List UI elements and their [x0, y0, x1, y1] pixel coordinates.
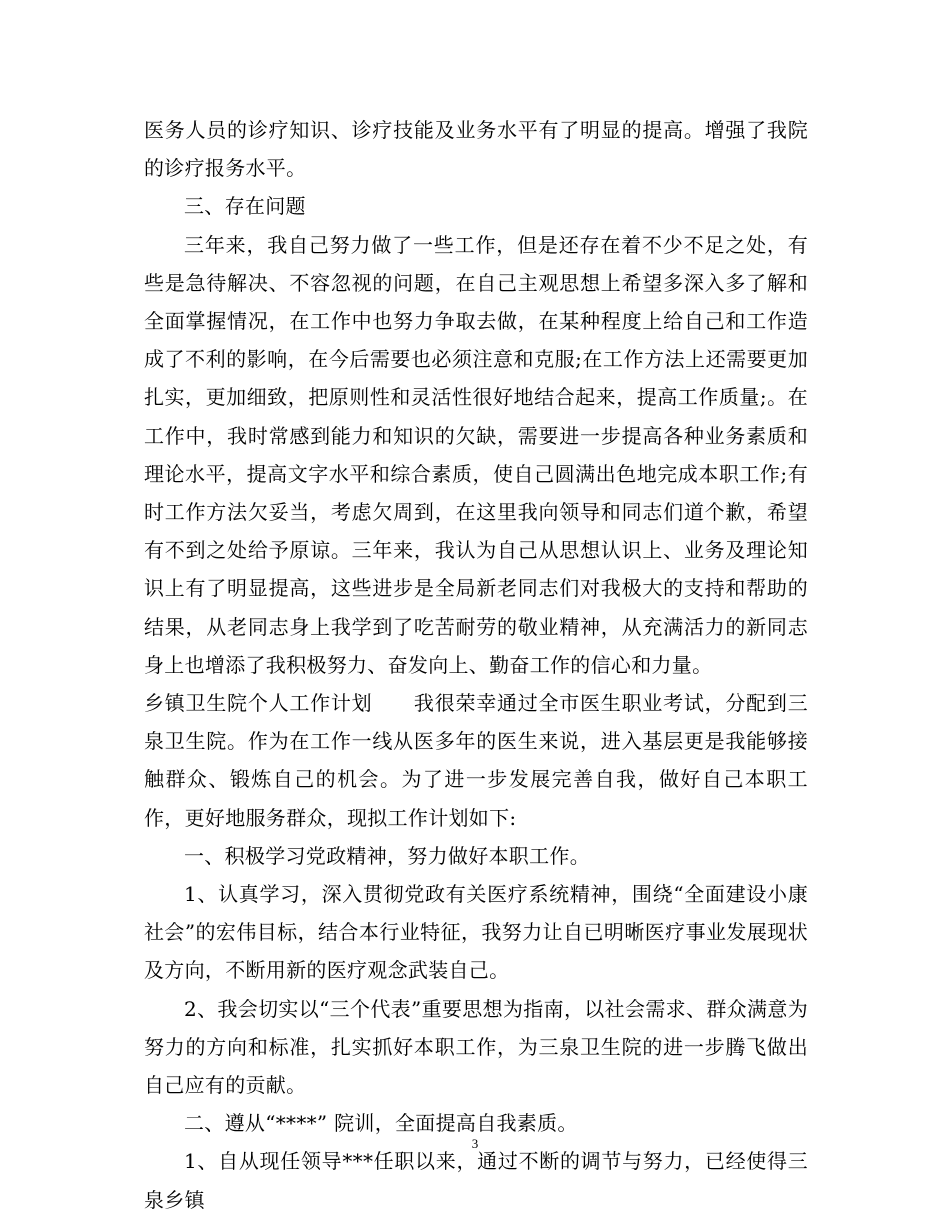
list-item-1: 1、认真学习，深入贯彻党政有关医疗系统精神，围绕“全面建设小康社会”的宏伟目标，结合本行业特征，我努力让自已明晰医疗事业发展现状及方向，不断用新的医疗观念武装自己。 [144, 882, 808, 983]
section-heading-study: 一、积极学习党政精神，努力做好本职工作。 [184, 843, 590, 868]
paragraph-problems: 三年来，我自己努力做了一些工作，但是还存在着不少不足之处，有些是急待解决、不容忽视的问题，在自己主观思想上希望多深入多了解和全面掌握情况，在工作中也努力争取去做，在某种程度上给自己和工作造成了不利的影响，在今后需要也必须注意和克服;在工作方法上还需要更加扎实，更加细致，把原则性和灵活性很好地结合起来，提高工作质量;。在工作中，我时常感到能力和知识的欠缺，需要进一步提高各种业务素质和理论水平，提高文字水平和综合素质，使自己圆满出色地完成本职工作;有时工作方法欠妥当，考虑欠周到，在这里我向领导和同志们道个歉，希望有不到之处给予原谅。三年来，我认为自己从思想认识上、业务及理论知识上有了明显提高，这些进步是全局新老同志们对我极大的支持和帮助的结果，从老同志身上我学到了吃苦耐劳的敬业精神，从充满活力的新同志身上也增添了我积极努力、奋发向上、勤奋工作的信心和力量。 [144, 232, 808, 677]
section-heading-motto: 二、遵从“****” 院训，全面提高自我素质。 [184, 1111, 578, 1136]
document-body [144, 111, 808, 1219]
section-heading-problems: 三、存在问题 [184, 194, 306, 219]
list-item-3: 1、自从现任领导***任职以来，通过不断的调节与努力，已经使得三泉乡镇 [144, 1149, 808, 1212]
list-item-2: 2、我会切实以“三个代表”重要思想为指南，以社会需求、群众满意为努力的方向和标准，扎实抓好本职工作，为三泉卫生院的进一步腾飞做出自己应有的贡献。 [144, 996, 808, 1098]
paragraph-work-plan-intro: 乡镇卫生院个人工作计划 我很荣幸通过全市医生职业考试，分配到三泉卫生院。作为在工作一线从医多年的医生来说，进入基层更是我能够接触群众、锻炼自己的机会。为了进一步发展完善自我，做好自己本职工作，更好地服务群众，现拟工作计划如下: [144, 691, 808, 830]
paragraph-continued: 医务人员的诊疗知识、诊疗技能及业务水平有了明显的提高。增强了我院的诊疗报务水平。 [144, 118, 808, 181]
page-number: 3 [471, 1136, 479, 1151]
